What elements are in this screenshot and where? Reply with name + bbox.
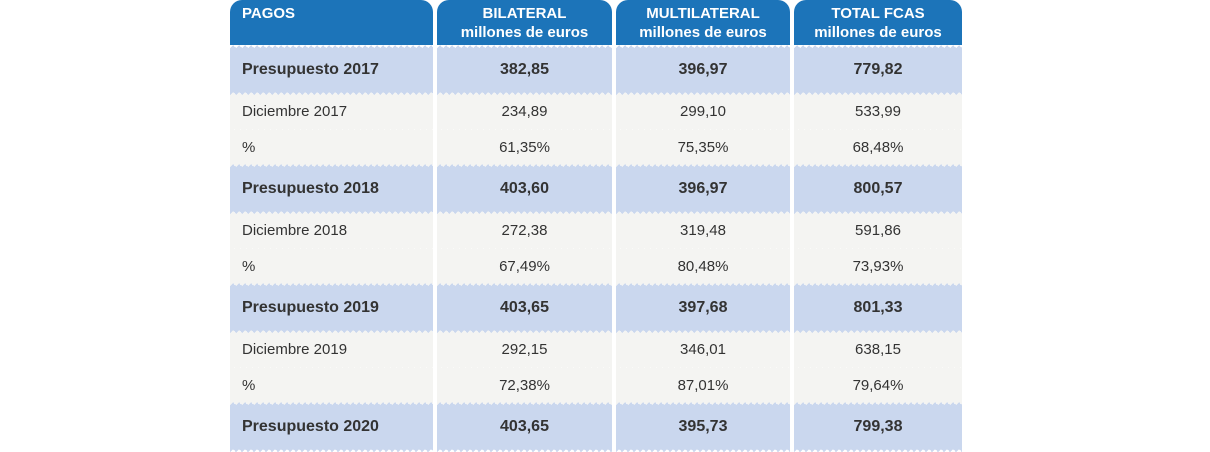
multilateral-value: 319,48 [616, 214, 790, 247]
multilateral-value: 397,68 [616, 286, 790, 330]
bilateral-value: 403,65 [437, 405, 612, 449]
row-label: Diciembre 2017 [230, 95, 433, 128]
header-sublabel: millones de euros [460, 24, 589, 41]
total-value: 638,15 [794, 333, 962, 366]
table-row [230, 286, 962, 330]
total-value: 68,48% [794, 131, 962, 164]
table-row [230, 333, 962, 366]
bilateral-value: 403,60 [437, 167, 612, 211]
table-row [230, 405, 962, 449]
header-label: BILATERAL [482, 5, 567, 22]
column-header-total-fcas [794, 0, 962, 45]
row-label: % [230, 369, 433, 402]
multilateral-value: 396,97 [616, 167, 790, 211]
multilateral-value: 75,35% [616, 131, 790, 164]
table-row [230, 48, 962, 92]
bilateral-value: 272,38 [437, 214, 612, 247]
row-label: Presupuesto 2020 [230, 405, 433, 449]
bilateral-value: 67,49% [437, 250, 612, 283]
table-row [230, 214, 962, 247]
bilateral-value: 403,65 [437, 286, 612, 330]
total-value: 79,64% [794, 369, 962, 402]
bilateral-value: 292,15 [437, 333, 612, 366]
multilateral-value: 346,01 [616, 333, 790, 366]
column-header-pagos [230, 0, 433, 45]
bilateral-value: 72,38% [437, 369, 612, 402]
header-sublabel: millones de euros [814, 24, 942, 41]
table-row [230, 95, 962, 128]
total-value: 800,57 [794, 167, 962, 211]
row-label: % [230, 250, 433, 283]
bilateral-value: 382,85 [437, 48, 612, 92]
total-value: 799,38 [794, 405, 962, 449]
total-value: 533,99 [794, 95, 962, 128]
multilateral-value: 80,48% [616, 250, 790, 283]
multilateral-value: 299,10 [616, 95, 790, 128]
header-label: TOTAL FCAS [831, 5, 925, 22]
total-value: 779,82 [794, 48, 962, 92]
table-row [230, 250, 962, 283]
column-header-multilateral [616, 0, 790, 45]
table-row [230, 369, 962, 402]
multilateral-value: 396,97 [616, 48, 790, 92]
multilateral-value: 87,01% [616, 369, 790, 402]
header-label: MULTILATERAL [646, 5, 760, 22]
table-row [230, 167, 962, 211]
bilateral-value: 234,89 [437, 95, 612, 128]
row-label: Presupuesto 2019 [230, 286, 433, 330]
table-row [230, 131, 962, 164]
header-label: PAGOS [242, 5, 296, 22]
row-label: % [230, 131, 433, 164]
row-label: Presupuesto 2017 [230, 48, 433, 92]
column-header-bilateral [437, 0, 612, 45]
bilateral-value: 61,35% [437, 131, 612, 164]
table-header-row [230, 0, 962, 45]
total-value: 801,33 [794, 286, 962, 330]
header-sublabel: millones de euros [639, 24, 767, 41]
row-label: Diciembre 2018 [230, 214, 433, 247]
row-label: Presupuesto 2018 [230, 167, 433, 211]
total-value: 73,93% [794, 250, 962, 283]
multilateral-value: 395,73 [616, 405, 790, 449]
total-value: 591,86 [794, 214, 962, 247]
row-label: Diciembre 2019 [230, 333, 433, 366]
fcas-payments-table [230, 0, 962, 449]
